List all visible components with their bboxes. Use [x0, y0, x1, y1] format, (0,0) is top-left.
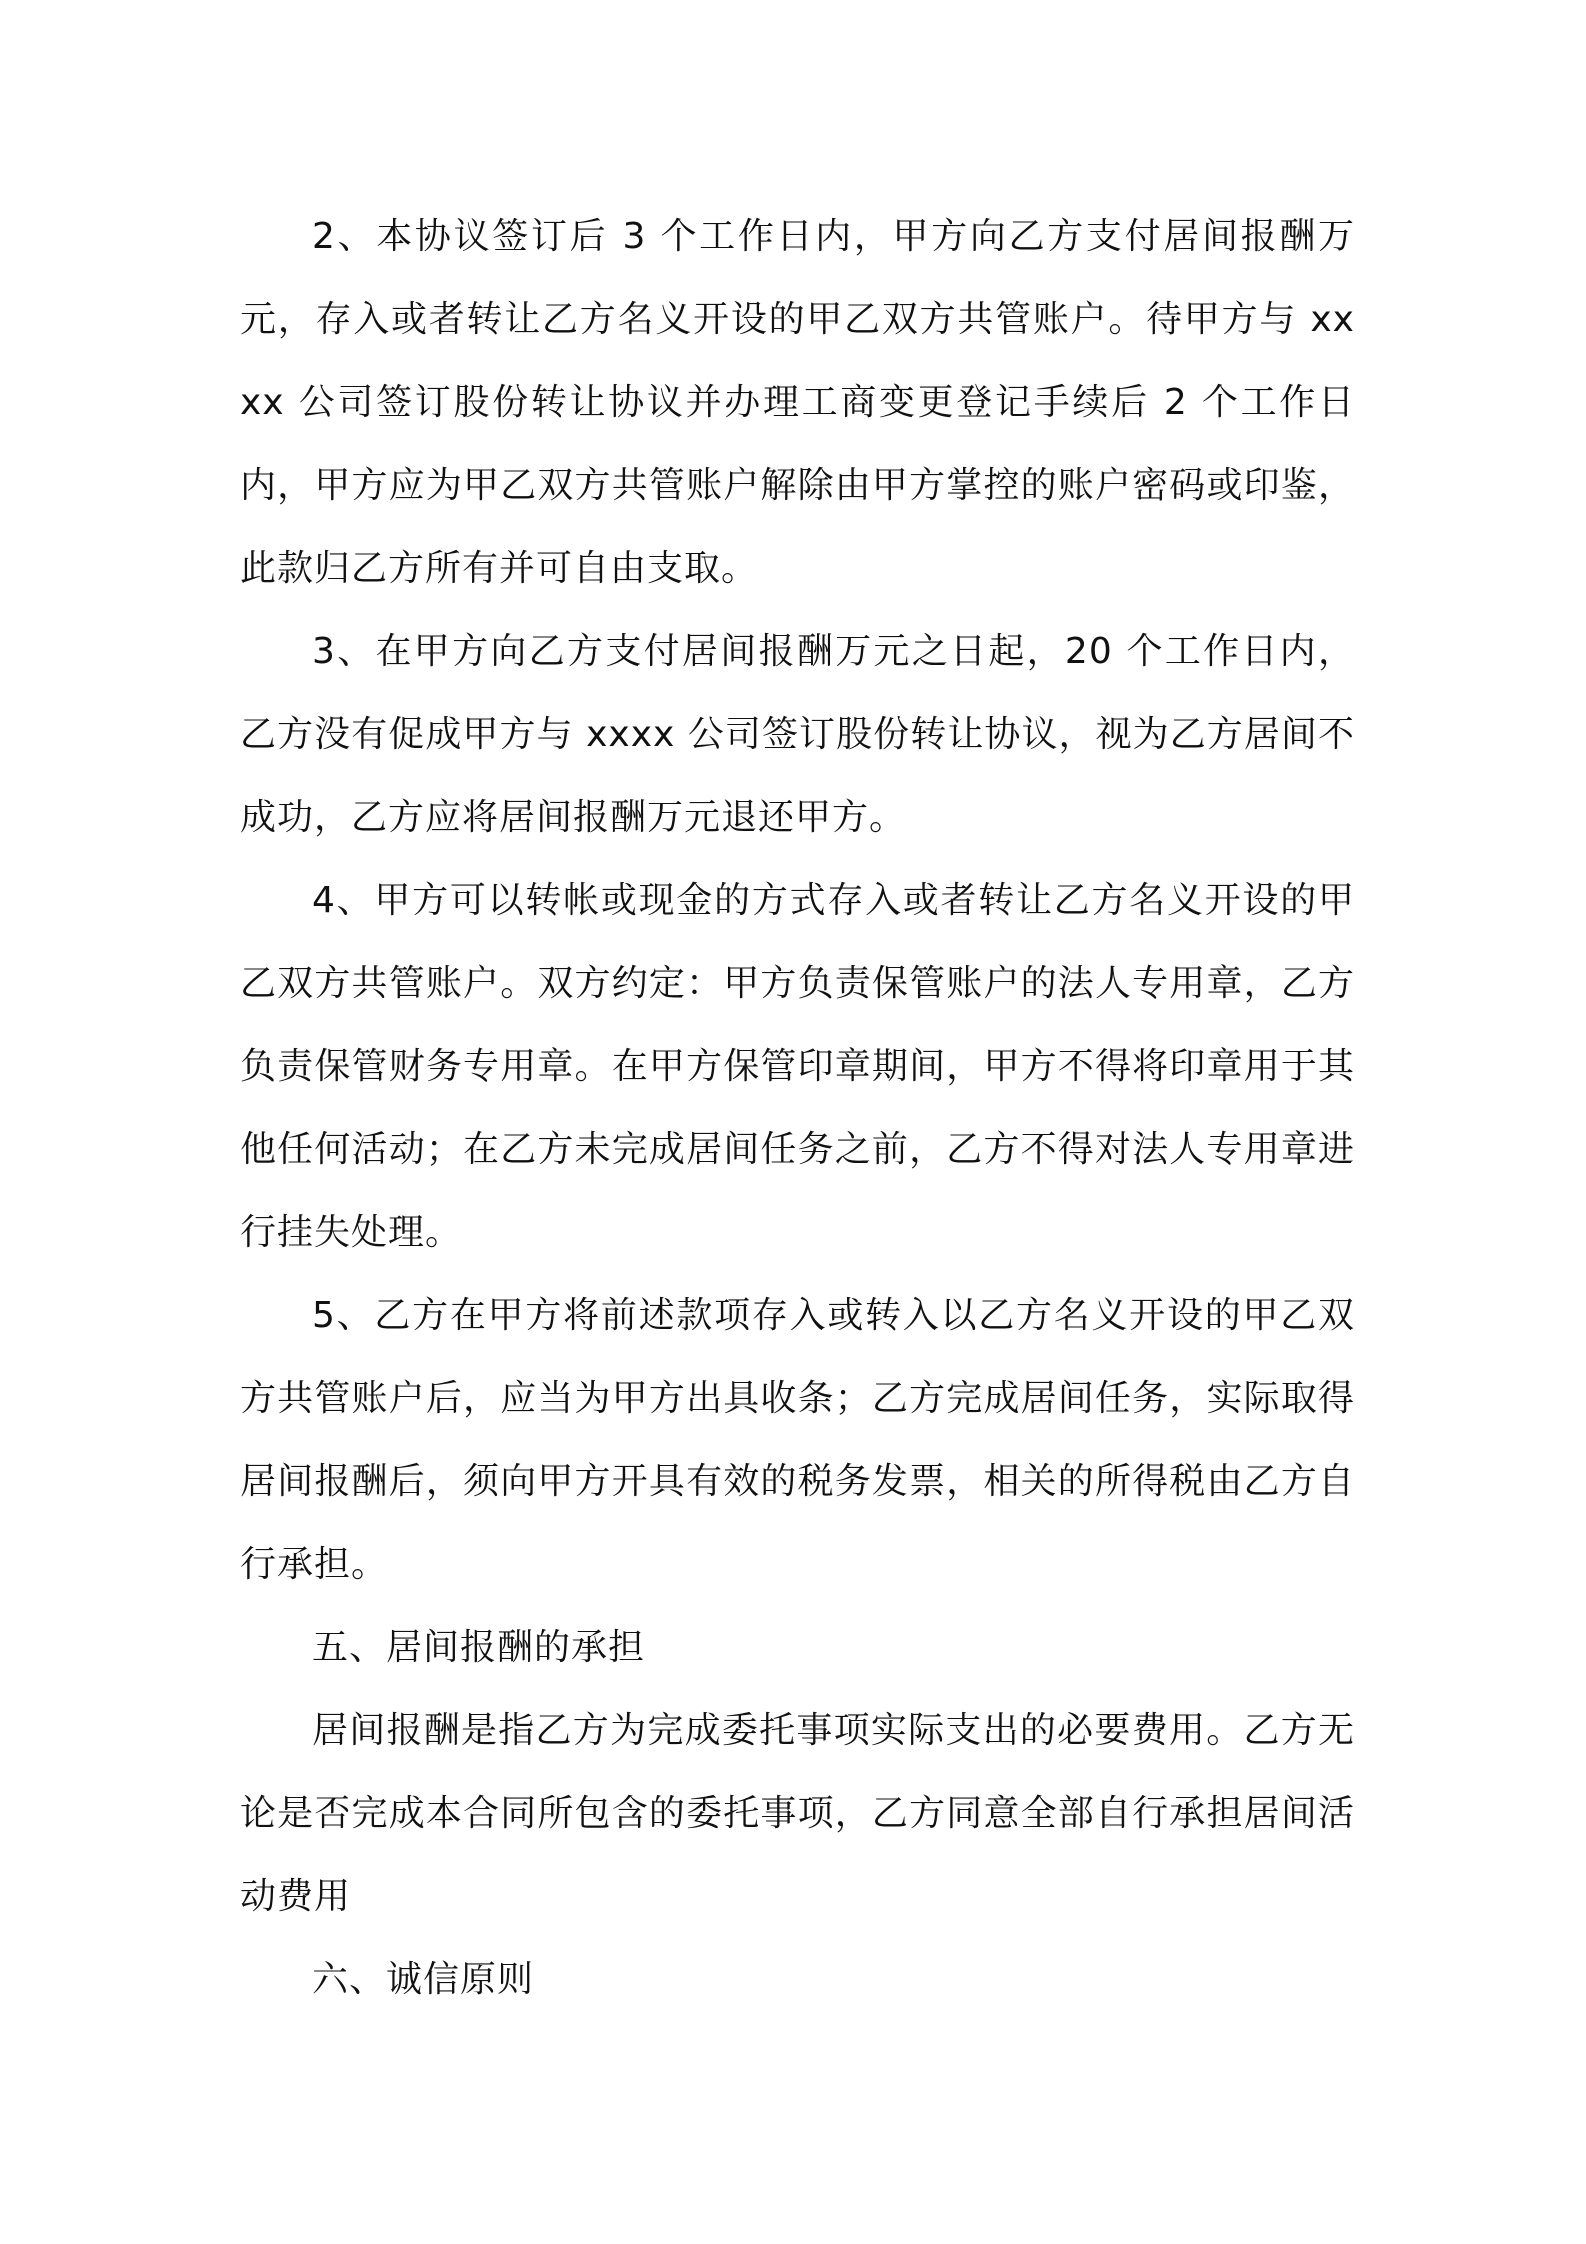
section-five-body: 居间报酬是指乙方为完成委托事项实际支出的必要费用。乙方无论是否完成本合同所包含的委托事项，乙方同意全部自行承担居间活动费用: [240, 1710, 1355, 1917]
document-body: [240, 195, 1355, 2021]
clause-3: 3、在甲方向乙方支付居间报酬万元之日起，20 个工作日内，乙方没有促成甲方与 xxxx 公司签订股份转让协议，视为乙方居间不成功，乙方应将居间报酬万元退还甲方。: [240, 631, 1355, 838]
section-six-heading: 六、诚信原则: [312, 1959, 535, 2000]
clause-4: 4、甲方可以转帐或现金的方式存入或者转让乙方名义开设的甲乙双方共管账户。双方约定：甲方负责保管账户的法人专用章，乙方负责保管财务专用章。在甲方保管印章期间，甲方不得将印章用于其他任何活动；在乙方未完成居间任务之前，乙方不得对法人专用章进行挂失处理。: [240, 880, 1355, 1253]
clause-5: 5、乙方在甲方将前述款项存入或转入以乙方名义开设的甲乙双方共管账户后，应当为甲方出具收条；乙方完成居间任务，实际取得居间报酬后，须向甲方开具有效的税务发票，相关的所得税由乙方自行承担。: [240, 1295, 1355, 1585]
section-five-heading: 五、居间报酬的承担: [312, 1627, 646, 1668]
clause-2: 2、本协议签订后 3 个工作日内，甲方向乙方支付居间报酬万元，存入或者转让乙方名义开设的甲乙双方共管账户。待甲方与 xxxx 公司签订股份转让协议并办理工商变更登记手续后 2 个工作日内，甲方应为甲乙双方共管账户解除由甲方掌控的账户密码或印鉴，此款归乙方所有并可自由支取。: [240, 216, 1355, 589]
